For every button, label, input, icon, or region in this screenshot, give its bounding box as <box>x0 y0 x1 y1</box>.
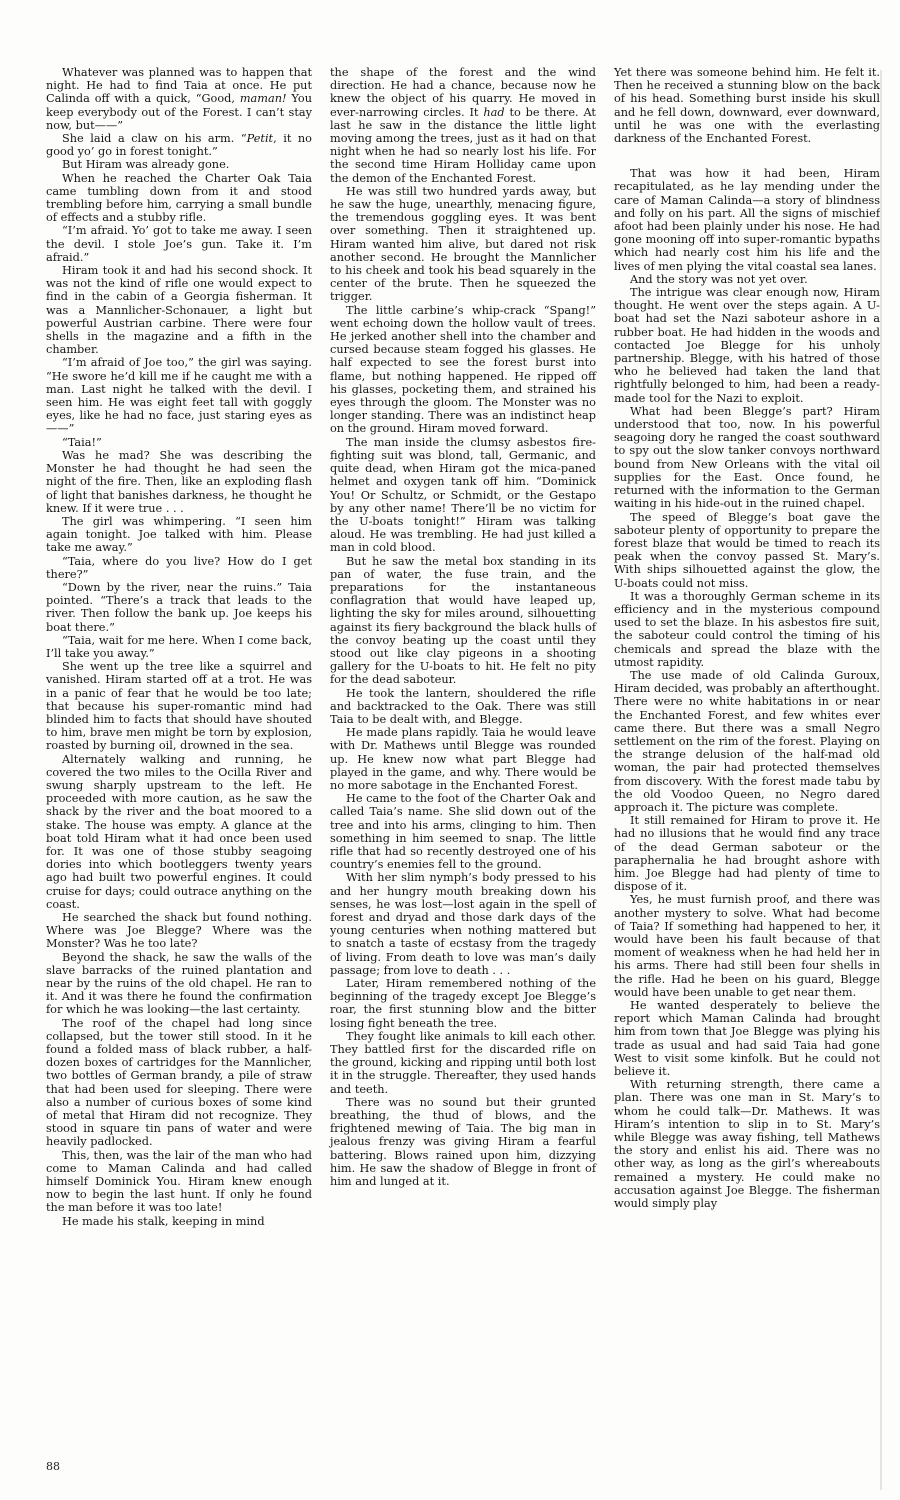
page-edge-shadow <box>880 70 882 1490</box>
paragraph <box>46 172 312 225</box>
paragraph <box>330 871 596 977</box>
paragraph-text: The girl was whimpering. “I seen him again tonight. Joe talked with him. Please take me away.” <box>46 514 312 555</box>
paragraph-text: Whatever was planned was to happen that night. He had to find Taia at once. He put Calinda off with a quick, “Good, <box>46 66 312 106</box>
paragraph <box>46 753 312 911</box>
paragraph <box>330 1096 596 1188</box>
paragraph-text: “Taia, wait for me here. When I come back, I’ll take you away.” <box>46 633 312 660</box>
paragraph <box>614 669 880 814</box>
page-number: 88 <box>46 1460 60 1473</box>
paragraph <box>46 449 312 515</box>
paragraph <box>330 436 596 555</box>
paragraph-text: Was he mad? She was describing the Monster he had thought he had seen the night of the fire. Then, like an exploding flash of light that banishes darkness, he thought he knew. If it were true . . . <box>46 448 312 515</box>
paragraph-text: And the story was not yet over. <box>630 272 808 286</box>
paragraph-text: Beyond the shack, he saw the walls of the slave barracks of the ruined plantation and near by the ruins of the old chapel. He ran to it. And it was there he found the confirmation for which he was looking—the last certainty. <box>46 950 312 1017</box>
paragraph <box>46 1215 312 1228</box>
paragraph-text: With returning strength, there came a plan. There was one man in St. Mary’s to whom he could talk—Dr. Mathews. It was Hiram’s intention to slip in to St. Mary’s while Blegge was away fishing, tell Mathews the story and enlist his aid. There was no other way, as long as the girl’s whereabouts remained a mystery. He could make no accusation against Joe Blegge. The fisherman would simply play <box>614 1078 880 1211</box>
paragraph <box>614 66 880 145</box>
paragraph-text: Later, Hiram remembered nothing of the beginning of the tragedy except Joe Blegge’s roar, the first stunning blow and the bitter losing fight beneath the tree. <box>330 977 596 1030</box>
paragraph-text: Yes, he must furnish proof, and there was another mystery to solve. What had become of Taia? If something had happened to her, it would have been his fault because of that moment of weakness when he had held her in his arms. There had still been four shells in the rifle. Had he been on his guard, Blegge would have been unable to get near them. <box>614 893 880 999</box>
paragraph <box>614 1078 880 1210</box>
paragraph <box>330 977 596 1030</box>
paragraph-text: He made plans rapidly. Taia he would leave with Dr. Mathews until Blegge was rounded up. He knew now what part Blegge had played in the game, and why. There would be no more sabotage in the Enchanted Forest. <box>330 726 596 792</box>
paragraph-text: Yet there was someone behind him. He felt it. Then he received a stunning blow on the back of his head. Something burst inside his skull and he fell down, downward, ever downward, until he was one with the everlasting darkness of the Enchanted Forest. <box>614 66 880 146</box>
paragraph-text: “I’m afraid. Yo’ got to take me away. I seen the devil. I stole Joe’s gun. Take it. I’m afraid.” <box>46 224 312 264</box>
paragraph-text: You keep everybody out of the Forest. I can’t stay now, but——” <box>46 92 312 132</box>
paragraph-text: But he saw the metal box standing in its pan of water, the fuse train, and the preparations for the instantaneous conflagration that would have leaped up, lighting the sky for miles around, silhouetting against its fiery background the black hulls of the convoy beating up the coast until they stood out like clay pigeons in a shooting gallery for the U-boats to hit. He felt no pity for the dead saboteur. <box>330 554 596 687</box>
paragraph-text: Hiram took it and had his second shock. It was not the kind of rifle one would expect to find in the cabin of a Georgia fisherman. It was a Mannlicher-Schonauer, a light but powerful Austrian carbine. There were four shells in the magazine and a fifth in the chamber. <box>46 264 312 357</box>
paragraph-text: He searched the shack but found nothing. Where was Joe Blegge? Where was the Monster? Was he too late? <box>46 911 312 951</box>
paragraph <box>46 911 312 951</box>
paragraph-text: She laid a claw on his arm. “ <box>62 132 247 146</box>
paragraph-text: , it no good yo’ go in forest tonight.” <box>46 132 312 159</box>
paragraph <box>614 167 880 273</box>
paragraph-text: He made his stalk, keeping in mind <box>62 1214 265 1228</box>
paragraph-text: He wanted desperately to believe the report which Maman Calinda had brought him from town that Joe Blegge was plying his trade as usual and had said Taia had gone West to visit some kinfolk. But he could not believe it. <box>614 999 880 1079</box>
paragraph-text: That was how it had been, Hiram recapitulated, as he lay mending under the care of Maman Calinda—a story of blindness and folly on his part. All the signs of mischief afoot had been plainly under his nose. He had gone mooning off into super-romantic bypaths which had nearly cost him his life and the lives of men plying the vital coastal sea lanes. <box>614 167 880 273</box>
paragraph <box>46 356 312 435</box>
paragraph <box>46 132 312 158</box>
paragraph-text: It was a thoroughly German scheme in its efficiency and in the mysterious compound used to set the blaze. In his asbestos fire suit, the saboteur could control the timing of his chemicals and spread the blaze with the utmost rapidity. <box>614 589 880 669</box>
paragraph <box>330 1030 596 1096</box>
paragraph <box>330 185 596 304</box>
paragraph <box>330 726 596 792</box>
paragraph <box>614 286 880 405</box>
paragraph <box>46 515 312 555</box>
paragraph <box>46 634 312 660</box>
paragraph <box>614 814 880 893</box>
paragraph <box>330 555 596 687</box>
paragraph-text: the shape of the forest and the wind direction. He had a chance, because now he knew the object of his quarry. He moved in ever-narrowing circles. It <box>330 66 596 119</box>
paragraph <box>46 66 312 132</box>
paragraph-text: to be there. At last he saw in the distance the little light moving among the trees, just as it had on that night when he had so nearly lost his life. For the second time Hiram Holliday came upon the demon of the Enchanted Forest. <box>330 105 596 185</box>
paragraph-text: It still remained for Hiram to prove it. He had no illusions that he would find any trace of the dead German saboteur or the paraphernalia he had brought ashore with him. Joe Blegge had had plenty of time to dispose of it. <box>614 814 880 894</box>
paragraph <box>330 66 596 185</box>
paragraph-text: When he reached the Charter Oak Taia came tumbling down from it and stood trembling before him, carrying a small bundle of effects and a stubby rifle. <box>46 171 312 225</box>
paragraph-text: The little carbine’s whip-crack “Spang!” went echoing down the hollow vault of trees. He jerked another shell into the chamber and cursed because steam fogged his glasses. He half expected to see the forest burst into flame, but nothing happened. He ripped off his glasses, pocketing them, and strained his eyes through the gloom. The Monster was no longer standing. There was an indistinct heap on the ground. Hiram moved forward. <box>330 303 596 436</box>
paragraph <box>46 1017 312 1149</box>
paragraph-text: “Taia!” <box>62 435 102 449</box>
italic-text: Petit <box>246 132 274 146</box>
paragraph-text: The intrigue was clear enough now, Hiram thought. He went over the steps again. A U-boat had set the Nazi saboteur ashore in a rubber boat. He had hidden in the woods and contacted Joe Blegge for his unholy partnership. Blegge, with his hatred of those who he believed had taken the land that rightfully belonged to him, had been a ready-made tool for the Nazi to exploit. <box>614 286 880 405</box>
paragraph <box>46 555 312 581</box>
paragraph <box>46 660 312 752</box>
paragraph-text: What had been Blegge’s part? Hiram understood that too, now. In his powerful seagoing dory he ranged the coast southward to spy out the slow tanker convoys northward bound from New Orleans with the vital oil supplies for the East. Once found, he returned with the information to the German waiting in his hide-out in the ruined chapel. <box>614 404 880 511</box>
paragraph <box>614 893 880 999</box>
paragraph-text: But Hiram was already gone. <box>62 158 230 172</box>
text-column-2 <box>330 66 596 1188</box>
paragraph-text: This, then, was the lair of the man who had come to Maman Calinda and had called himself Dominick You. Hiram knew enough now to begin the last hunt. If only he found the man before it was too late! <box>46 1148 312 1215</box>
italic-text: maman! <box>239 92 287 106</box>
paragraph-text: They fought like animals to kill each other. They battled first for the discarded rifle on the ground, kicking and ripping until both lost it in the struggle. Thereafter, they used hands and teeth. <box>330 1029 596 1096</box>
paragraph <box>330 304 596 436</box>
paragraph-text: The man inside the clumsy asbestos fire-fighting suit was blond, tall, Germanic, and quite dead, when Hiram got the mica-paned helmet and oxygen tank off him. “Dominick You! Or Schultz, or Schmidt, or the Gestapo by any other name! There’ll be no victim for the U-boats tonight!” Hiram was talking aloud. He was trembling. He had just killed a man in cold blood. <box>330 435 596 555</box>
paragraph-text: He came to the foot of the Charter Oak and called Taia’s name. She slid down out of the tree and into his arms, clinging to him. Then something in him seemed to snap. The little rifle that had so recently destroyed one of his country’s enemies fell to the ground. <box>330 792 596 872</box>
paragraph-text: With her slim nymph’s body pressed to his and her hungry mouth breaking down his senses, he was lost—lost again in the spell of forest and dryad and those dark days of the young centuries when nothing mattered but to snatch a taste of ecstasy from the tragedy of living. From death to love was man’s daily passage; from love to death . . . <box>330 871 596 977</box>
paragraph-text: Alternately walking and running, he covered the two miles to the Ocilla River and swung sharply upstream to the left. He proceeded with more caution, as he saw the shack by the river and the boat moored to a stake. The house was empty. A glance at the boat told Hiram what it had once been used for. It was one of those stubby seagoing dories into which bootleggers twenty years ago had built two powerful engines. It could cruise for days; could outrace anything on the coast. <box>46 752 312 911</box>
paragraph <box>614 273 880 286</box>
paragraph <box>330 687 596 727</box>
paragraph-text: He was still two hundred yards away, but he saw the huge, unearthly, menacing figure, the tremendous goggling eyes. It was bent over something. Then it straightened up. Hiram wanted him alive, but dared not risk another second. He brought the Mannlicher to his cheek and took his bead squarely in the center of the brute. Then he squeezed the trigger. <box>330 184 596 304</box>
paragraph <box>614 511 880 590</box>
paragraph <box>46 436 312 449</box>
paragraph <box>46 264 312 356</box>
paragraph <box>46 224 312 264</box>
paragraph <box>330 792 596 871</box>
text-column-1 <box>46 66 312 1228</box>
paragraph <box>46 951 312 1017</box>
paragraph <box>46 1149 312 1215</box>
paragraph <box>614 999 880 1078</box>
text-column-3 <box>614 66 880 1210</box>
paragraph-text: She went up the tree like a squirrel and vanished. Hiram started off at a trot. He was in a panic of fear that he would be too late; that because his super-romantic mind had blinded him to facts that should have shouted to him, brave men might be torn by explosion, roasted by burning oil, drowned in the sea. <box>46 660 312 753</box>
paragraph-text: “Down by the river, near the ruins.” Taia pointed. “There’s a track that leads to the river. Then follow the bank up. Joe keeps his boat there.” <box>46 580 312 634</box>
paragraph-text: “I’m afraid of Joe too,” the girl was saying. “He swore he’d kill me if he caught me with a man. Last night he talked with the devil. I seen him. He was eight feet tall with goggly eyes, like he had no face, just staring eyes as——” <box>46 356 312 436</box>
paragraph-text: There was no sound but their grunted breathing, the thud of blows, and the frightened mewing of Taia. The big man in jealous frenzy was giving Hiram a fearful battering. Blows rained upon him, dizzying him. He saw the shadow of Blegge in front of him and lunged at it. <box>330 1095 596 1189</box>
italic-text: had <box>483 105 505 119</box>
paragraph-text: “Taia, where do you live? How do I get there?” <box>46 554 312 581</box>
paragraph <box>46 158 312 171</box>
paragraph <box>46 581 312 634</box>
paragraph-text: The speed of Blegge’s boat gave the saboteur plenty of opportunity to prepare the forest blaze that would be timed to reach its peak when the convoy passed St. Mary’s. With ships silhouetted against the glow, the U-boats could not miss. <box>614 510 880 590</box>
paragraph-text: The use made of old Calinda Guroux, Hiram decided, was probably an afterthought. There were no white habitations in or near the Enchanted Forest, and few whites ever came there. But there was a small Negro settlement on the rim of the forest. Playing on the strange delusion of the half-mad old woman, the pair had protected themselves from discovery. With the forest made tabu by the old Voodoo Queen, no Negro dared approach it. The picture was complete. <box>614 668 880 814</box>
paragraph <box>614 405 880 511</box>
paragraph-text: The roof of the chapel had long since collapsed, but the tower still stood. In it he found a folded mass of black rubber, a half-dozen boxes of cartridges for the Mannlicher, two bottles of German brandy, a pile of straw that had been used for sleeping. There were also a number of curious boxes of some kind of metal that Hiram did not recognize. They stood in square tin pans of water and were heavily padlocked. <box>46 1016 312 1149</box>
paragraph <box>614 590 880 669</box>
paragraph-text: He took the lantern, shouldered the rifle and backtracked to the Oak. There was still Taia to be dealt with, and Blegge. <box>330 686 596 726</box>
